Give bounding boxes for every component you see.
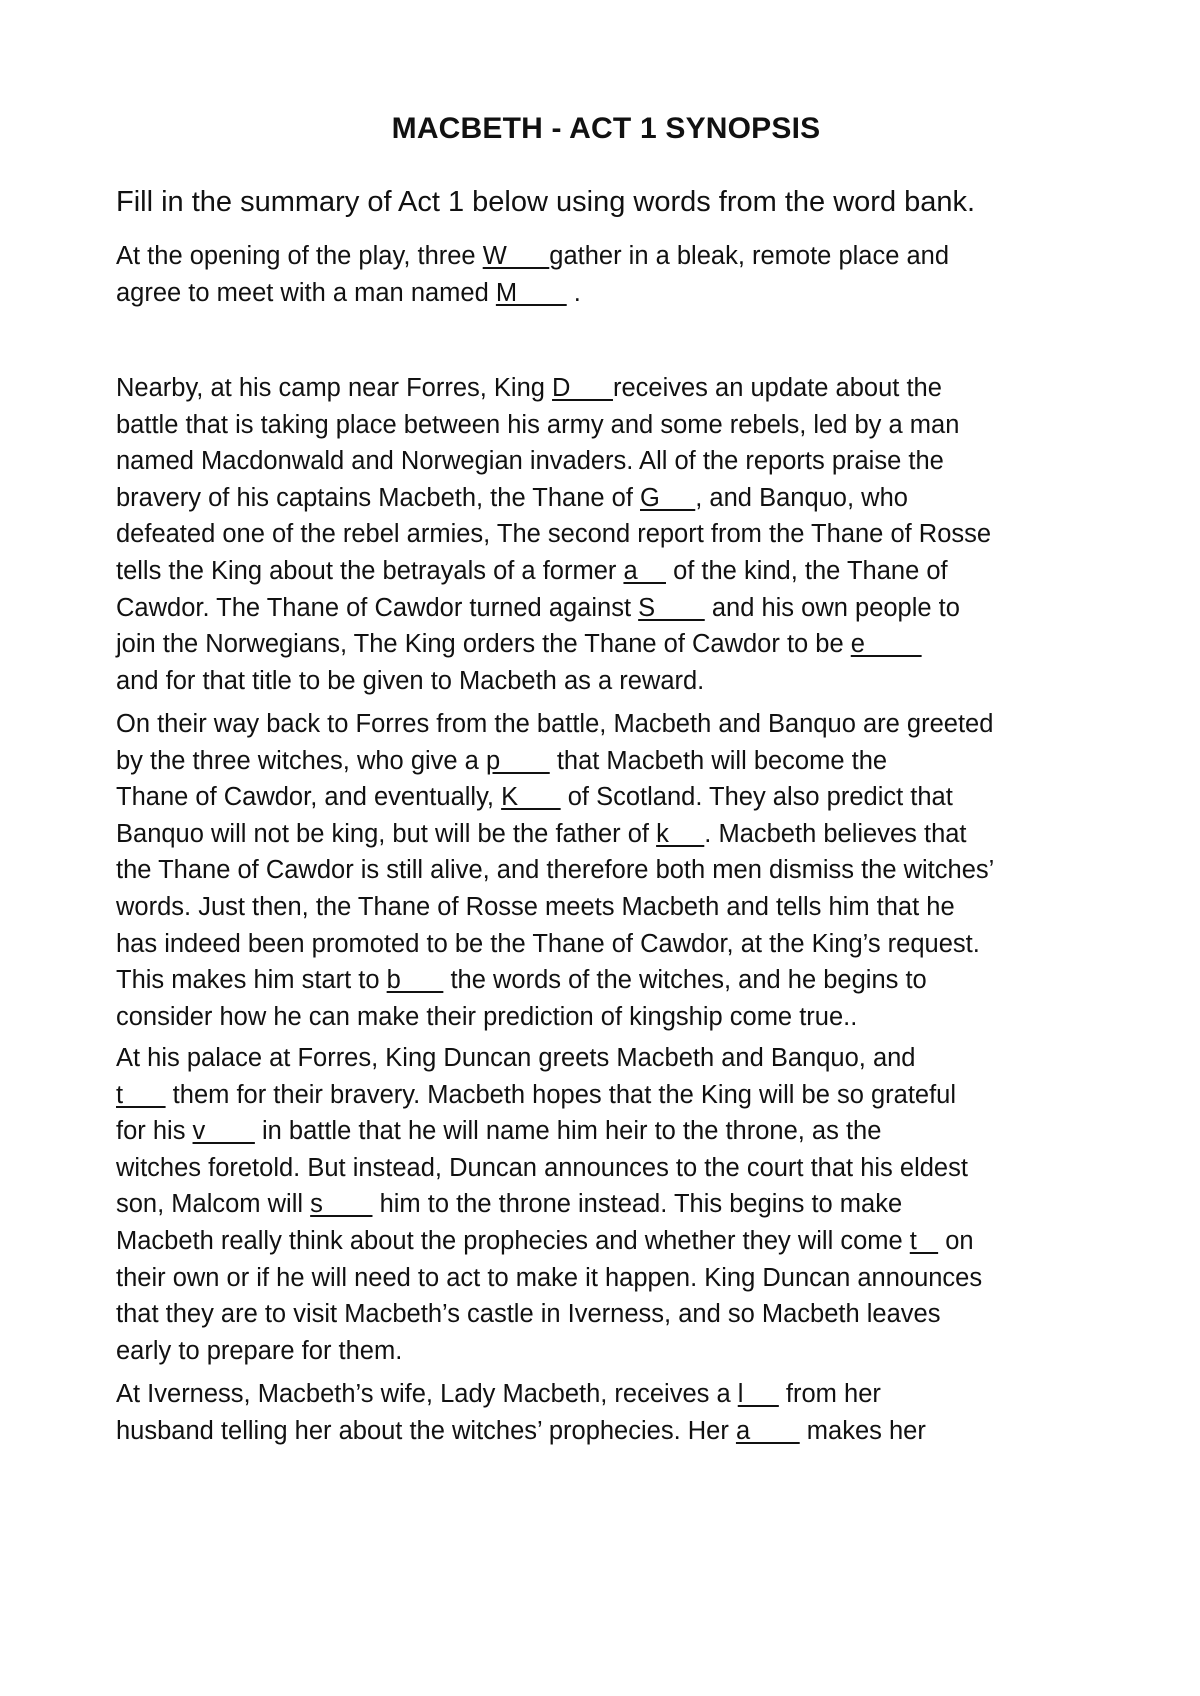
fill-in-blank[interactable]: t <box>116 1080 166 1109</box>
fill-in-blank[interactable]: W <box>482 242 550 270</box>
text-segment: has indeed been promoted to be the Thane of Cawdor, at the King’s request. <box>116 929 980 958</box>
text-line <box>116 1413 1100 1450</box>
fill-in-blank[interactable]: a <box>623 556 666 585</box>
text-line <box>116 926 1100 963</box>
text-segment: receives an update about the <box>612 374 942 402</box>
text-segment: . <box>566 278 581 307</box>
text-line <box>116 370 1100 407</box>
paragraph-witches-prophecy <box>116 706 1100 1035</box>
text-segment: Banquo will not be king, but will be the father of <box>116 819 657 848</box>
paragraph-opening <box>116 238 1100 311</box>
fill-in-blank[interactable]: K <box>501 783 561 812</box>
fill-in-blank[interactable]: D <box>552 374 613 402</box>
page-title: MACBETH - ACT 1 SYNOPSIS <box>391 112 821 145</box>
text-segment: witches foretold. But instead, Duncan announces to the court that his eldest <box>116 1153 968 1182</box>
text-line <box>116 480 1100 517</box>
text-line <box>116 516 1100 553</box>
text-segment: on <box>938 1226 974 1255</box>
text-line <box>116 1150 1100 1187</box>
fill-in-blank[interactable]: G <box>640 483 696 512</box>
text-line <box>116 626 1100 663</box>
fill-in-blank[interactable]: M <box>495 278 567 307</box>
text-segment: that they are to visit Macbeth’s castle in Iverness, and so Macbeth leaves <box>116 1300 941 1329</box>
instruction-text: Fill in the summary of Act 1 below using words from the word bank. <box>116 186 976 218</box>
text-line <box>116 275 1100 312</box>
text-line <box>116 1296 1100 1333</box>
text-segment: join the Norwegians, The King orders the Thane of Cawdor to be <box>116 630 851 659</box>
text-segment: consider how he can make their prediction of kingship come true.. <box>116 1002 858 1031</box>
text-line <box>116 743 1100 780</box>
text-segment: At his palace at Forres, King Duncan greets Macbeth and Banquo, and <box>116 1044 916 1072</box>
fill-in-blank[interactable]: p <box>485 746 550 775</box>
text-segment: Thane of Cawdor, and eventually, <box>116 783 502 812</box>
text-line <box>116 1260 1100 1297</box>
text-segment: battle that is taking place between his army and some rebels, led by a man <box>116 410 960 439</box>
text-segment: At Iverness, Macbeth’s wife, Lady Macbeth, receives a <box>116 1380 738 1408</box>
text-line <box>116 1077 1100 1114</box>
text-segment: him to the throne instead. This begins to make <box>372 1190 903 1219</box>
text-segment: tells the King about the betrayals of a former <box>116 556 624 585</box>
text-segment: early to prepare for them. <box>116 1336 403 1365</box>
text-segment: . Macbeth believes that <box>704 819 967 848</box>
text-line <box>116 1040 1100 1077</box>
text-line <box>116 663 1100 700</box>
fill-in-blank[interactable]: S <box>638 593 705 622</box>
text-segment: named Macdonwald and Norwegian invaders. All of the reports praise the <box>116 447 944 476</box>
text-line <box>116 590 1100 627</box>
text-segment: husband telling her about the witches’ prophecies. Her <box>116 1416 736 1445</box>
text-segment: that Macbeth will become the <box>549 746 888 775</box>
text-line <box>116 706 1100 743</box>
text-segment: makes her <box>799 1416 926 1445</box>
text-segment: gather in a bleak, remote place and <box>549 242 950 270</box>
text-segment: of Scotland. They also predict that <box>560 783 953 812</box>
text-segment: This makes him start to <box>116 966 387 995</box>
text-line <box>116 1113 1100 1150</box>
text-line <box>116 779 1100 816</box>
text-segment: bravery of his captains Macbeth, the Thane of <box>116 483 640 512</box>
fill-in-blank[interactable]: e <box>850 630 922 659</box>
text-segment: words. Just then, the Thane of Rosse meets Macbeth and tells him that he <box>116 892 955 921</box>
fill-in-blank[interactable]: l <box>737 1380 779 1408</box>
text-segment: the Thane of Cawdor is still alive, and therefore both men dismiss the witches’ <box>116 856 995 885</box>
text-segment: Nearby, at his camp near Forres, King <box>116 374 553 402</box>
text-segment: and for that title to be given to Macbeth as a reward. <box>116 666 705 695</box>
text-line <box>116 1223 1100 1260</box>
text-segment: defeated one of the rebel armies, The second report from the Thane of Rosse <box>116 520 992 549</box>
fill-in-blank[interactable]: k <box>656 819 705 848</box>
text-line <box>116 1333 1100 1370</box>
text-line <box>116 553 1100 590</box>
text-segment: On their way back to Forres from the battle, Macbeth and Banquo are greeted <box>116 710 994 738</box>
paragraph-palace-at-forres <box>116 1040 1100 1369</box>
text-line <box>116 238 1100 275</box>
text-segment: and his own people to <box>704 593 960 622</box>
text-line <box>116 1186 1100 1223</box>
text-line <box>116 407 1100 444</box>
fill-in-blank[interactable]: b <box>386 966 444 995</box>
text-segment: in battle that he will name him heir to the throne, as the <box>254 1117 882 1146</box>
text-segment: son, Malcom will <box>116 1190 311 1219</box>
text-segment: , and Banquo, who <box>695 483 908 512</box>
text-segment: agree to meet with a man named <box>116 278 496 307</box>
text-segment: Cawdor. The Thane of Cawdor turned against <box>116 593 639 622</box>
paragraph-iverness <box>116 1376 1100 1449</box>
text-line <box>116 852 1100 889</box>
text-segment: them for their bravery. Macbeth hopes that the King will be so grateful <box>165 1080 957 1109</box>
text-segment: from her <box>778 1380 881 1408</box>
text-segment: At the opening of the play, three <box>116 242 483 270</box>
text-line <box>116 816 1100 853</box>
text-segment: for his <box>116 1117 193 1146</box>
fill-in-blank[interactable]: a <box>735 1416 800 1445</box>
paragraph-camp-near-forres <box>116 370 1100 699</box>
text-line <box>116 999 1100 1036</box>
text-segment: by the three witches, who give a <box>116 746 486 775</box>
text-segment: Macbeth really think about the prophecies and whether they will come <box>116 1226 910 1255</box>
text-segment: of the kind, the Thane of <box>665 556 948 585</box>
fill-in-blank[interactable]: v <box>192 1117 255 1146</box>
text-line <box>116 443 1100 480</box>
text-segment: their own or if he will need to act to make it happen. King Duncan announces <box>116 1263 983 1292</box>
text-line <box>116 962 1100 999</box>
fill-in-blank[interactable]: t <box>909 1226 939 1255</box>
fill-in-blank[interactable]: s <box>310 1190 373 1219</box>
text-line <box>116 889 1100 926</box>
text-line <box>116 1376 1100 1413</box>
text-segment: the words of the witches, and he begins to <box>443 966 927 995</box>
